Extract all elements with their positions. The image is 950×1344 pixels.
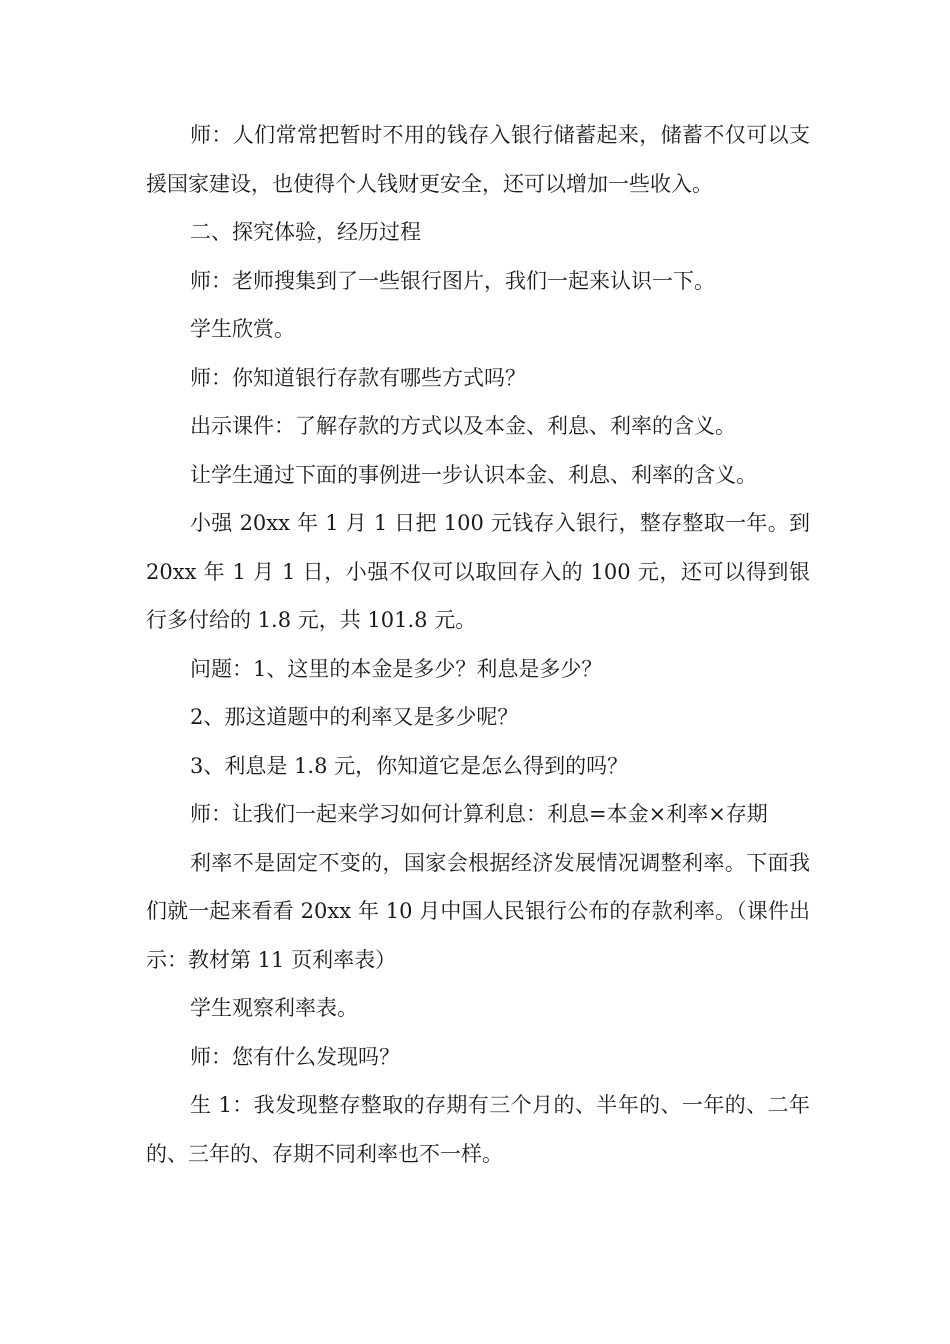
- document-body: [146, 111, 810, 1178]
- paragraph-teacher-question-methods: 师：你知道银行存款有哪些方式吗？: [190, 365, 526, 390]
- section-heading-explore: 二、探究体验，经历过程: [190, 220, 421, 244]
- paragraph-teacher-bank-pictures: 师：老师搜集到了一些银行图片，我们一起来认识一下。: [190, 268, 715, 293]
- paragraph-students-observe: 学生观察利率表。: [190, 996, 358, 1020]
- paragraph-xiaoqiang-example: 小强 20xx 年 1 月 1 日把 100 元钱存入银行，整存整取一年。到 20xx 年 1 月 1 日，小强不仅可以取回存入的 100 元，还可以得到银行多付给的 1.8 元，共 101.8 元。: [146, 511, 810, 632]
- paragraph-teacher-discovery: 师：您有什么发现吗？: [190, 1044, 400, 1069]
- paragraph-interest-rate-table: 利率不是固定不变的，国家会根据经济发展情况调整利率。下面我们就一起来看看 20xx 年 10 月中国人民银行公布的存款利率。（课件出示：教材第 11 页利率表）: [146, 850, 810, 972]
- paragraph-teacher-savings-intro: 师：人们常常把暂时不用的钱存入银行储蓄起来，储蓄不仅可以支援国家建设，也使得个人钱财更安全，还可以增加一些收入。: [146, 123, 810, 196]
- paragraph-question-1: 问题：1、这里的本金是多少？利息是多少？: [190, 656, 603, 681]
- paragraph-question-3: 3、利息是 1.8 元，你知道它是怎么得到的吗？: [190, 753, 629, 778]
- paragraph-interest-formula: 师：让我们一起来学习如何计算利息：利息=本金×利率×存期: [190, 802, 768, 826]
- paragraph-show-courseware: 出示课件：了解存款的方式以及本金、利息、利率的含义。: [190, 414, 736, 438]
- paragraph-example-intro: 让学生通过下面的事例进一步认识本金、利息、利率的含义。: [190, 462, 757, 487]
- paragraph-question-2: 2、那这道题中的利率又是多少呢？: [190, 705, 519, 729]
- paragraph-student-1-answer: 生 1：我发现整存整取的存期有三个月的、半年的、一年的、二年的、三年的、存期不同利率也不一样。: [146, 1093, 810, 1166]
- paragraph-students-appreciate: 学生欣赏。: [190, 317, 295, 341]
